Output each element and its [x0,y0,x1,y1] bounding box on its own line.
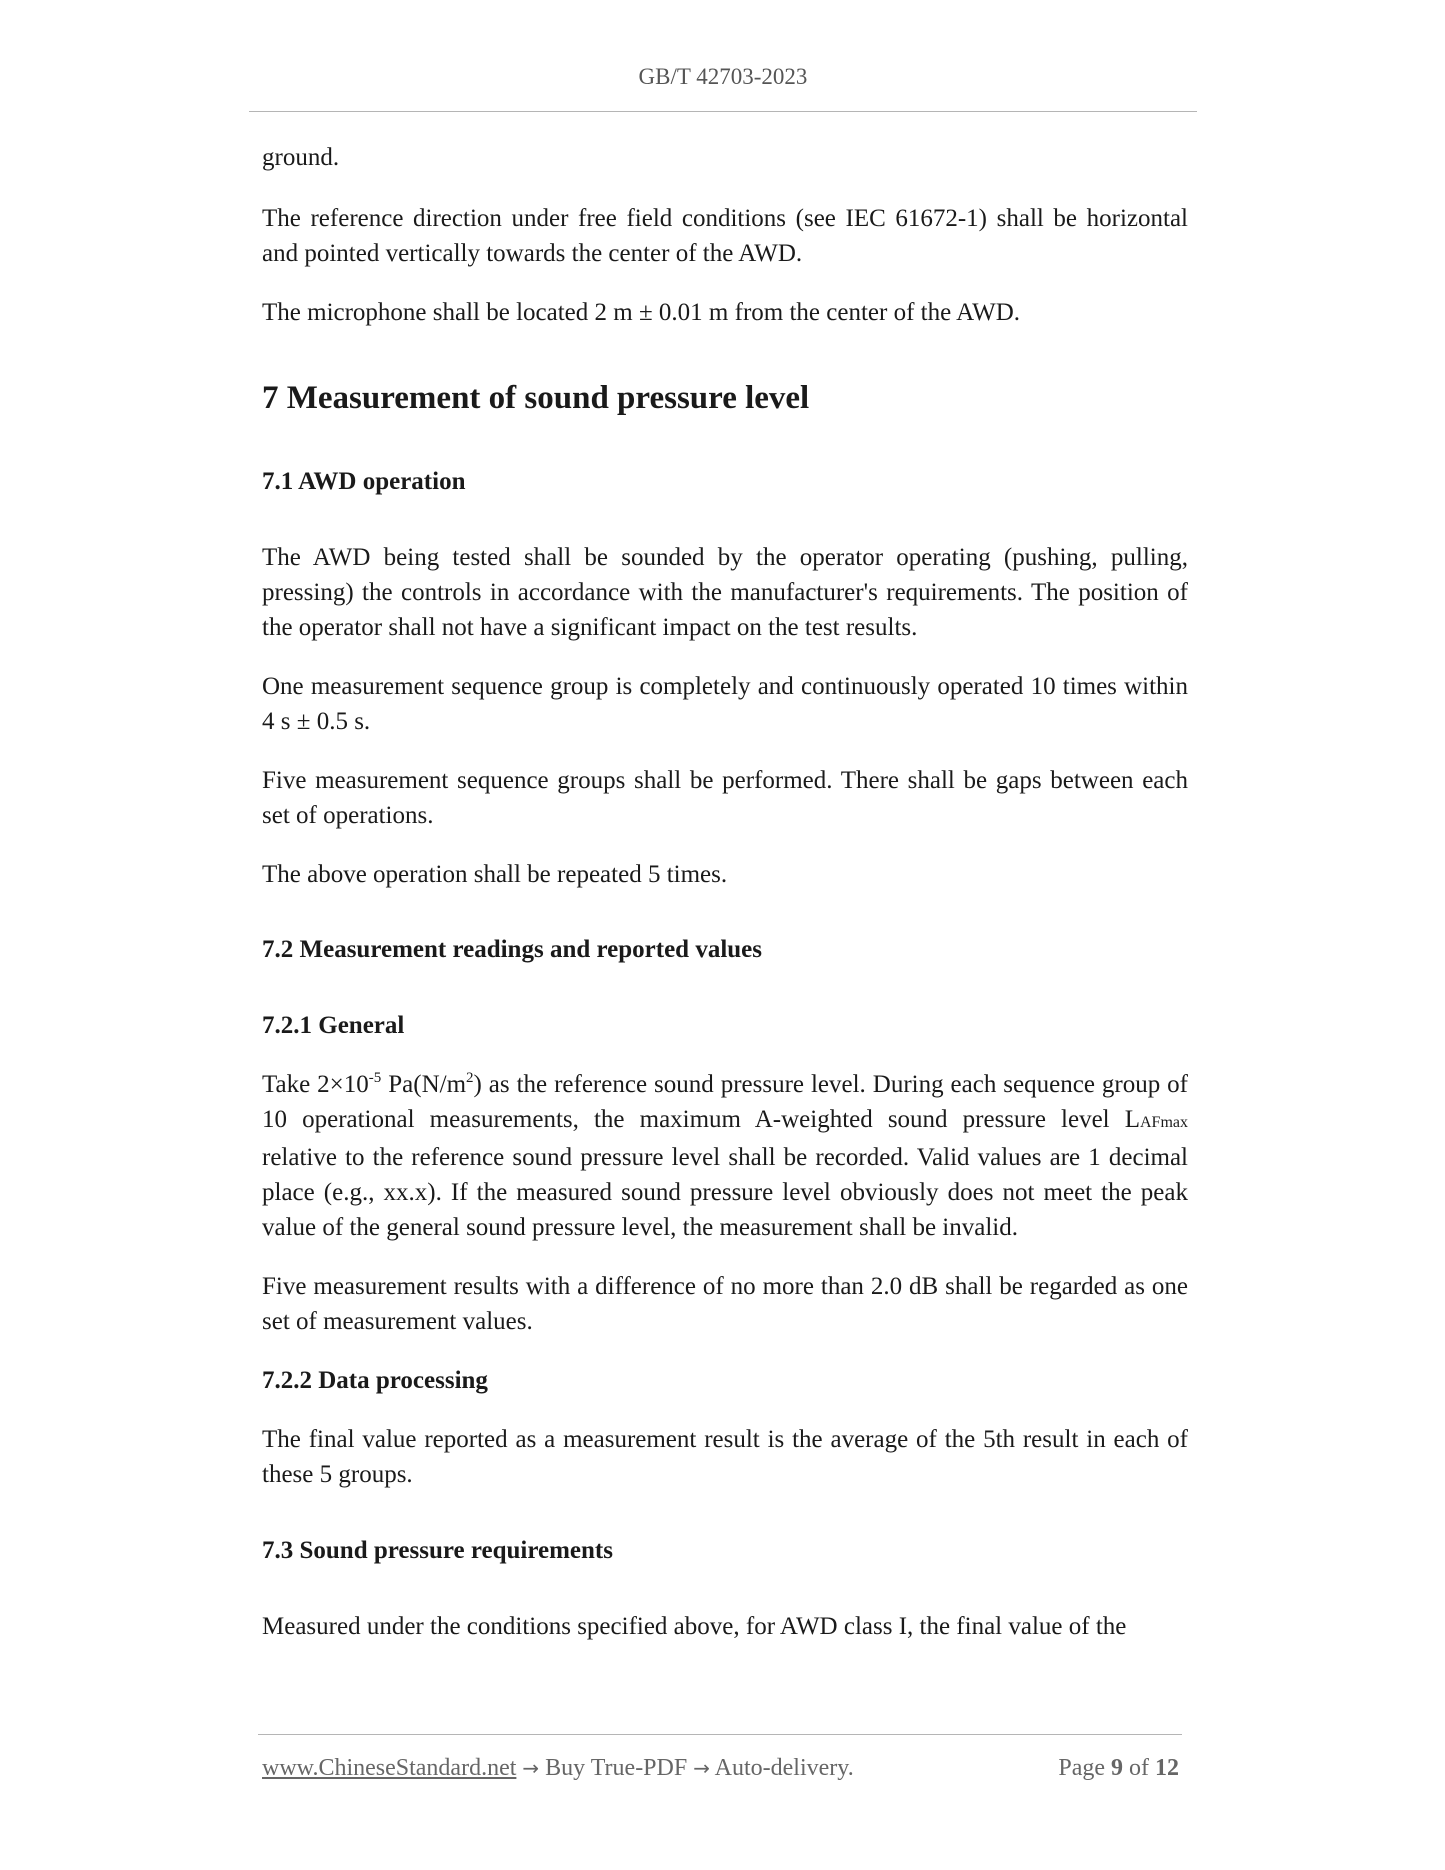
of-label: of [1129,1755,1149,1781]
reference-rest-text-2: relative to the reference sound pressure level shall be recorded. Valid values are 1 decimal place (e.g., xx.x). If the measured sound pressure level obviously does not meet the peak value of the general sound pressure level, the measurement shall be invalid. [262,1144,1188,1241]
page-content [262,140,1188,1668]
page-header: GB/T 42703-2023 [638,64,808,89]
paragraph-7-1-sequence: One measurement sequence group is completely and continuously operated 10 times within 4 s ± 0.5 s. [262,673,1188,735]
arrow-right-icon: → [693,1756,710,1780]
section-7-heading: 7 Measurement of sound pressure level [262,380,810,416]
page-indicator [1058,1755,1179,1782]
footer-divider [258,1734,1182,1735]
paragraph-reference-direction: The reference direction under free field conditions (see IEC 61672-1) shall be horizontal and pointed vertically towards the center of the AWD. [262,205,1188,267]
buy-true-pdf-text: Buy True-PDF [539,1755,694,1781]
section-7-1-heading: 7.1 AWD operation [262,468,466,495]
reference-rest-text: ) as the reference sound pressure level. During each sequence group of 10 operational measurements, the maximum A-weighted sound pressure level L [262,1071,1188,1133]
paragraph-7-1-repeat: The above operation shall be repeated 5 times. [262,861,728,888]
reference-take-text: Take 2×10 [262,1071,369,1098]
paragraph-7-1-groups: Five measurement sequence groups shall be performed. There shall be gaps between each set of operations. [262,767,1188,829]
section-7-2-1-heading: 7.2.1 General [262,1012,405,1039]
arrow-right-icon: → [522,1756,540,1780]
section-7-2-2-heading: 7.2.2 Data processing [262,1367,488,1394]
lafmax-subscript: AFmax [1140,1114,1188,1131]
paragraph-7-1-operation: The AWD being tested shall be sounded by the operator operating (pushing, pulling, pressing) the controls in accordance with the manufacturer's requirements. The position of the operator shall not have a significant impact on the test results. [262,544,1188,641]
square-exponent: 2 [466,1070,474,1086]
paragraph-7-2-1-difference: Five measurement results with a difference of no more than 2.0 dB shall be regarded as one set of measurement values. [262,1273,1188,1335]
paragraph-7-3-requirements: Measured under the conditions specified above, for AWD class I, the final value of the [262,1613,1127,1640]
pa-unit-text: Pa(N/m [381,1071,467,1098]
page-label: Page [1058,1755,1105,1781]
section-7-3-heading: 7.3 Sound pressure requirements [262,1537,613,1564]
site-link[interactable]: www.ChineseStandard.net [262,1755,517,1781]
page-footer [262,1755,1182,1782]
auto-delivery-text: Auto-delivery. [709,1755,854,1781]
exponent: -5 [368,1070,382,1086]
paragraph-7-2-1-reference [262,1067,1188,1245]
paragraph-7-2-2-final-value: The final value reported as a measurement result is the average of the 5th result in each of these 5 groups. [262,1426,1188,1488]
paragraph-ground: ground. [262,144,340,171]
current-page-number: 9 [1111,1755,1123,1781]
paragraph-microphone: The microphone shall be located 2 m ± 0.01 m from the center of the AWD. [262,299,1021,326]
total-pages-number: 12 [1155,1755,1179,1781]
section-7-2-heading: 7.2 Measurement readings and reported values [262,936,762,963]
header-divider [249,111,1197,112]
